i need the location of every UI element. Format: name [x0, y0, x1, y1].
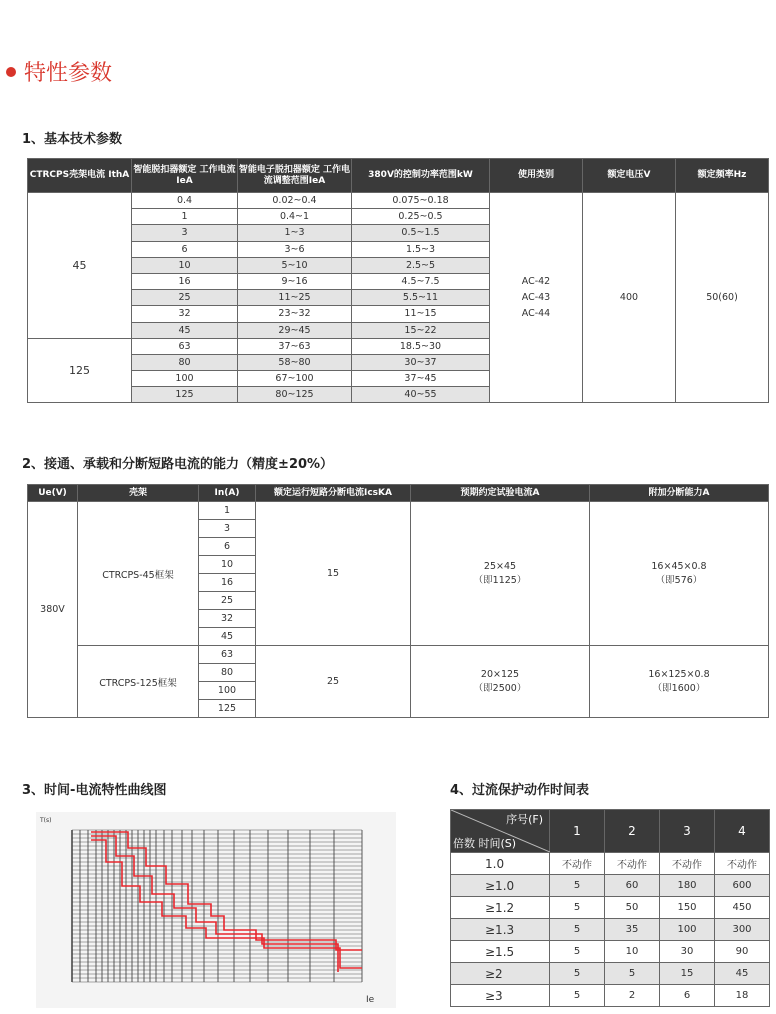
cell: 180 [660, 875, 715, 897]
value-line: （即1125） [473, 574, 527, 586]
page-title [6, 56, 112, 87]
cell: 4.5~7.5 [352, 273, 490, 289]
basic-params-table [27, 158, 769, 403]
frame45-ics: 15 [256, 502, 411, 646]
cell: 45 [199, 628, 256, 646]
multiple-label: ≥1.5 [451, 941, 550, 963]
cell: 1.5~3 [352, 241, 490, 257]
cell: 45 [132, 322, 238, 338]
ue-cell: 380V [28, 502, 78, 718]
cell: 5 [550, 963, 605, 985]
cell: 3 [199, 520, 256, 538]
cell: 125 [199, 700, 256, 718]
cell: 15 [660, 963, 715, 985]
section3-heading: 3、时间-电流特性曲线图 [22, 783, 167, 798]
cell: 125 [132, 387, 238, 403]
cell: 18.5~30 [352, 338, 490, 354]
value-line: （即1600） [652, 682, 706, 694]
cell: 30 [660, 941, 715, 963]
frame125-test-current [411, 646, 590, 718]
cell: 不动作 [550, 853, 605, 875]
frame125-ics: 25 [256, 646, 411, 718]
x-axis-label: Ie [366, 995, 375, 1005]
multiple-label: ≥1.3 [451, 919, 550, 941]
cell: 29~45 [238, 322, 352, 338]
frame45-test-current [411, 502, 590, 646]
cell: 1 [132, 209, 238, 225]
cell: 100 [132, 371, 238, 387]
cell: 35 [605, 919, 660, 941]
cell: 5 [550, 941, 605, 963]
frame-45-cell: 45 [28, 193, 132, 339]
frame45-extra [590, 502, 769, 646]
cell: 18 [715, 985, 770, 1007]
cell: 37~45 [352, 371, 490, 387]
voltage-cell: 400 [583, 193, 676, 403]
cell: 80~125 [238, 387, 352, 403]
cell: 450 [715, 897, 770, 919]
header-control-power: 380V的控制功率范围kW [352, 159, 490, 193]
value-line: 20×125 [480, 668, 520, 680]
cell: 32 [132, 306, 238, 322]
frame45-name: CTRCPS-45框架 [78, 502, 199, 646]
breaking-capacity-table [27, 484, 769, 718]
section2-heading: 2、接通、承载和分断短路电流的能力（精度±20%） [22, 457, 334, 472]
cell: 9~16 [238, 273, 352, 289]
cell: 60 [605, 875, 660, 897]
cell: 5~10 [238, 257, 352, 273]
cell: 1~3 [238, 225, 352, 241]
value-line: （即576） [655, 574, 703, 586]
frame125-name: CTRCPS-125框架 [78, 646, 199, 718]
cell: 3~6 [238, 241, 352, 257]
value-line: 16×45×0.8 [651, 560, 707, 572]
cell: 80 [199, 664, 256, 682]
cell: 100 [660, 919, 715, 941]
col-header: 3 [660, 810, 715, 853]
cell: 0.5~1.5 [352, 225, 490, 241]
cell: 300 [715, 919, 770, 941]
category-item: AC-44 [521, 307, 551, 319]
cell: 30~37 [352, 354, 490, 370]
cell: 90 [715, 941, 770, 963]
cell: 3 [132, 225, 238, 241]
cell: 5 [550, 897, 605, 919]
cell: 5 [605, 963, 660, 985]
cell: 600 [715, 875, 770, 897]
cell: 58~80 [238, 354, 352, 370]
cell: 11~15 [352, 306, 490, 322]
header-extra-capacity: 附加分断能力A [590, 485, 769, 502]
header-frequency: 额定频率Hz [676, 159, 769, 193]
cell: 150 [660, 897, 715, 919]
category-item: AC-43 [521, 291, 551, 303]
col-header: 2 [605, 810, 660, 853]
corner-header [451, 810, 550, 853]
cell: 不动作 [605, 853, 660, 875]
cell: 25 [199, 592, 256, 610]
header-frame: 壳架 [78, 485, 199, 502]
corner-bottom-label: 倍数 时间(S) [453, 837, 517, 850]
cell: 32 [199, 610, 256, 628]
section4-heading: 4、过流保护动作时间表 [450, 783, 590, 798]
cell: 10 [605, 941, 660, 963]
cell: 0.02~0.4 [238, 193, 352, 209]
cell: 5 [550, 875, 605, 897]
overcurrent-action-table [450, 809, 770, 1007]
corner-top-label: 序号(F) [506, 813, 543, 826]
cell: 50 [605, 897, 660, 919]
value-line: （即2500） [473, 682, 527, 694]
frequency-cell: 50(60) [676, 193, 769, 403]
cell: 不动作 [715, 853, 770, 875]
cell: 6 [199, 538, 256, 556]
cell: 1 [199, 502, 256, 520]
cell: 25 [132, 290, 238, 306]
cell: 16 [199, 574, 256, 592]
cell: 10 [199, 556, 256, 574]
page-title-text: 特性参数 [24, 61, 113, 86]
bullet-dot-icon [6, 67, 16, 77]
multiple-label: ≥1.0 [451, 875, 550, 897]
category-cell [490, 193, 583, 403]
cell: 2 [605, 985, 660, 1007]
section1-heading: 1、基本技术参数 [22, 132, 123, 147]
multiple-label: 1.0 [451, 853, 550, 875]
header-frame-current: CTRCPS壳架电流 IthA [28, 159, 132, 193]
cell: 6 [132, 241, 238, 257]
frame125-extra [590, 646, 769, 718]
cell: 0.4 [132, 193, 238, 209]
cell: 40~55 [352, 387, 490, 403]
header-category: 使用类别 [490, 159, 583, 193]
cell: 37~63 [238, 338, 352, 354]
header-ics: 额定运行短路分断电流IcsKA [256, 485, 411, 502]
cell: 16 [132, 273, 238, 289]
cell: 63 [132, 338, 238, 354]
cell: 2.5~5 [352, 257, 490, 273]
category-item: AC-42 [521, 275, 551, 287]
header-in: In(A) [199, 485, 256, 502]
header-adjust-range: 智能电子脱扣器额定 工作电流调整范围IeA [238, 159, 352, 193]
cell: 6 [660, 985, 715, 1007]
cell: 23~32 [238, 306, 352, 322]
header-voltage: 额定电压V [583, 159, 676, 193]
header-ue: Ue(V) [28, 485, 78, 502]
col-header: 1 [550, 810, 605, 853]
cell: 45 [715, 963, 770, 985]
y-axis-label: T(s) [40, 817, 52, 824]
cell: 63 [199, 646, 256, 664]
time-current-curve-chart [36, 812, 396, 1008]
cell: 11~25 [238, 290, 352, 306]
col-header: 4 [715, 810, 770, 853]
cell: 80 [132, 354, 238, 370]
multiple-label: ≥3 [451, 985, 550, 1007]
cell: 67~100 [238, 371, 352, 387]
cell: 5 [550, 919, 605, 941]
cell: 100 [199, 682, 256, 700]
cell: 5 [550, 985, 605, 1007]
cell: 0.25~0.5 [352, 209, 490, 225]
cell: 5.5~11 [352, 290, 490, 306]
multiple-label: ≥1.2 [451, 897, 550, 919]
cell: 15~22 [352, 322, 490, 338]
multiple-label: ≥2 [451, 963, 550, 985]
cell: 10 [132, 257, 238, 273]
cell: 不动作 [660, 853, 715, 875]
value-line: 16×125×0.8 [648, 668, 710, 680]
header-rated-current: 智能脱扣器额定 工作电流IeA [132, 159, 238, 193]
value-line: 25×45 [483, 560, 517, 572]
cell: 0.4~1 [238, 209, 352, 225]
cell: 0.075~0.18 [352, 193, 490, 209]
frame-125-cell: 125 [28, 338, 132, 403]
header-test-current: 预期约定试验电流A [411, 485, 590, 502]
